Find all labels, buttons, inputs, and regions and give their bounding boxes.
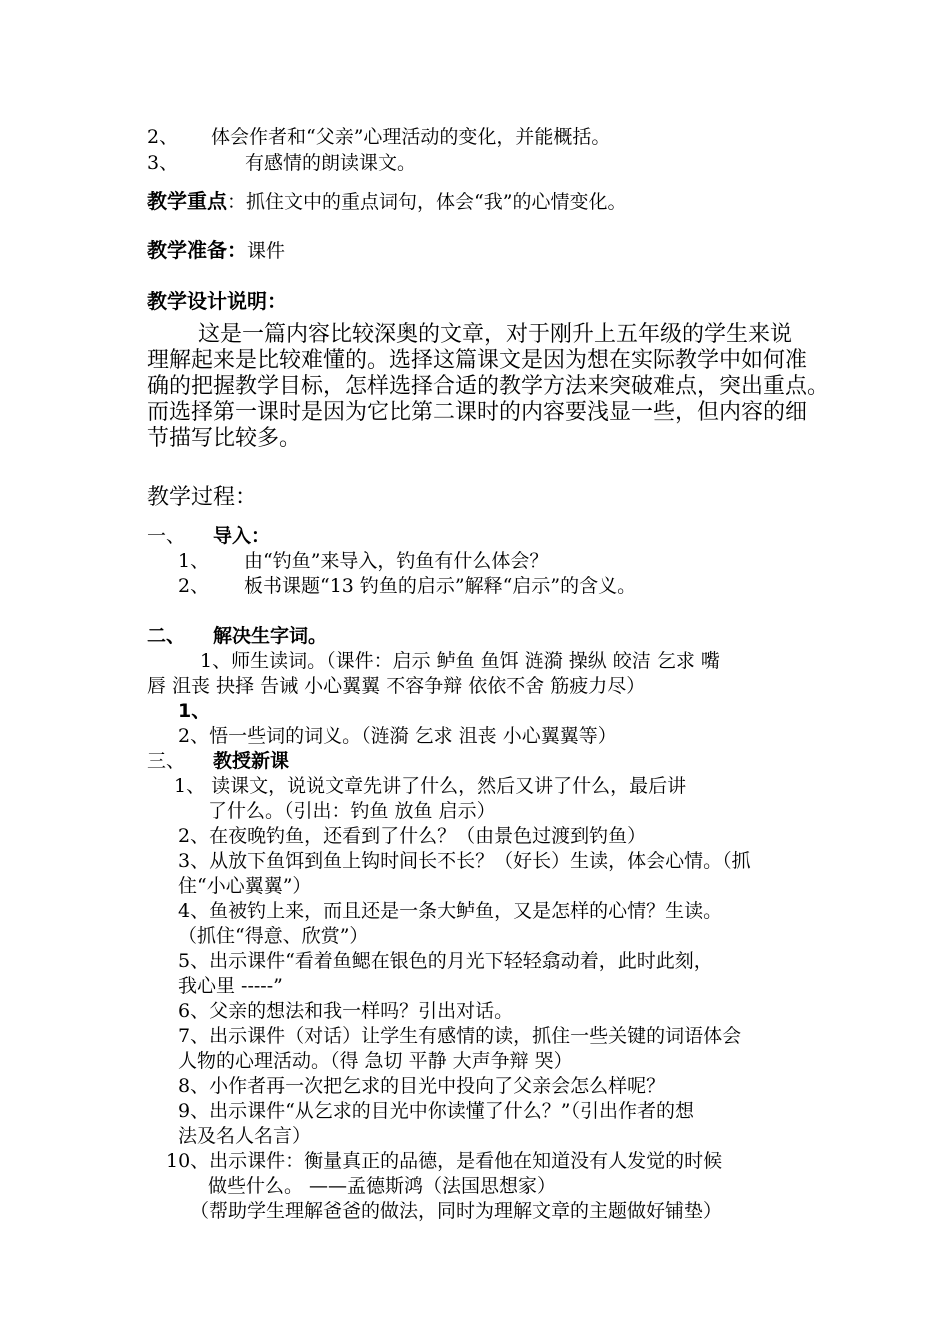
key-point-label: 教学重点 xyxy=(147,189,227,213)
vocab-bold-number: 1、 xyxy=(178,700,211,722)
section-3-heading xyxy=(147,749,289,773)
vocab-line: 唇 沮丧 抉择 告诫 小心翼翼 不容争辩 依依不舍 筋疲力尽） xyxy=(147,675,646,697)
lesson-line: 3、从放下鱼饵到鱼上钩时间长不长？（好长）生读，体会心情。（抓 xyxy=(178,850,751,872)
key-point-text: 抓住文中的重点词句，体会“我”的心情变化。 xyxy=(246,191,627,213)
item-number: 2、 xyxy=(178,575,210,597)
design-paragraph-line: 而选择第一课时是因为它比第二课时的内容要浅显一些，但内容的细 xyxy=(147,400,808,425)
lesson-line: 6、父亲的想法和我一样吗？引出对话。 xyxy=(178,1000,514,1022)
section-1-heading xyxy=(147,524,270,548)
design-paragraph-line: 这是一篇内容比较深奥的文章，对于刚升上五年级的学生来说 xyxy=(198,322,793,347)
process-heading: 教学过程： xyxy=(147,485,258,510)
lesson-line: 10、出示课件：衡量真正的品德，是看他在知道没有人发觉的时候 xyxy=(166,1150,723,1172)
goal-item xyxy=(147,125,610,149)
lesson-line: 了什么。（引出：钓鱼 放鱼 启示） xyxy=(208,800,496,822)
design-paragraph-line: 节描写比较多。 xyxy=(147,426,302,451)
lesson-line: 做些什么。 ——孟德斯鸿（法国思想家） xyxy=(208,1175,557,1197)
lesson-line: 4、鱼被钓上来，而且还是一条大鲈鱼，又是怎样的心情？生读。 xyxy=(178,900,723,922)
lesson-line: 住“小心翼翼”） xyxy=(178,875,312,897)
lesson-line: 5、出示课件“看着鱼鳃在银色的月光下轻轻翕动着，此时此刻， xyxy=(178,950,713,972)
lesson-line: 法及名人名言） xyxy=(178,1125,312,1147)
key-point-sep: ： xyxy=(227,191,247,213)
lesson-line: 7、出示课件（对话）让学生有感情的读，抓住一些关键的词语体会 xyxy=(178,1025,742,1047)
vocab-line: 1、师生读词。（课件：启示 鲈鱼 鱼饵 涟漪 操纵 皎洁 乞求 嘴 xyxy=(200,650,720,672)
goal-item xyxy=(147,151,416,175)
item-number: 1、 xyxy=(178,550,210,572)
section-title: 导入： xyxy=(213,525,271,547)
lesson-line: 人物的心理活动。（得 急切 平静 大声争辩 哭） xyxy=(178,1050,573,1072)
goal-number: 3、 xyxy=(147,152,179,174)
section-number: 三、 xyxy=(147,750,186,772)
goal-number: 2、 xyxy=(147,126,179,148)
vocab-line: 2、悟一些词的词义。（涟漪 乞求 沮丧 小心翼翼等） xyxy=(178,725,617,747)
lesson-line: 9、出示课件“从乞求的目光中你读懂了什么？”（引出作者的想 xyxy=(178,1100,695,1122)
lesson-line: （帮助学生理解爸爸的做法，同时为理解文章的主题做好铺垫） xyxy=(190,1200,723,1222)
section-title: 解决生字词。 xyxy=(213,625,328,647)
design-paragraph-line: 确的把握教学目标，怎样选择合适的教学方法来突破难点，突出重点。 xyxy=(147,374,830,399)
list-item xyxy=(178,549,548,573)
list-item xyxy=(178,574,636,598)
section-number: 二、 xyxy=(147,625,186,647)
lesson-line: 8、小作者再一次把乞求的目光中投向了父亲会怎么样呢？ xyxy=(178,1075,666,1097)
goal-text: 有感情的朗读课文。 xyxy=(245,152,417,174)
section-number: 一、 xyxy=(147,525,186,547)
item-text: 板书课题“13 钓鱼的启示”解释“启示”的含义。 xyxy=(244,575,637,597)
design-heading: 教学设计说明： xyxy=(147,289,287,313)
lesson-line: （抓住“得意、欣赏”） xyxy=(178,925,369,947)
key-point xyxy=(147,186,626,217)
design-paragraph-line: 理解起来是比较难懂的。选择这篇课文是因为想在实际教学中如何准 xyxy=(147,348,808,373)
section-2-heading xyxy=(147,624,327,648)
lesson-line: 2、在夜晚钓鱼，还看到了什么？（由景色过渡到钓鱼） xyxy=(178,825,647,847)
item-text: 由“钓鱼”来导入，钓鱼有什么体会？ xyxy=(244,550,549,572)
section-title: 教授新课 xyxy=(213,750,290,772)
teaching-prep xyxy=(147,235,285,266)
prep-text: 课件 xyxy=(247,240,286,262)
lesson-line: 1、 读课文，说说文章先讲了什么，然后又讲了什么，最后讲 xyxy=(174,775,687,797)
lesson-line: 我心里 -----” xyxy=(178,975,283,997)
goal-text: 体会作者和“父亲”心理活动的变化，并能概括。 xyxy=(211,126,611,148)
prep-label: 教学准备： xyxy=(147,238,247,262)
